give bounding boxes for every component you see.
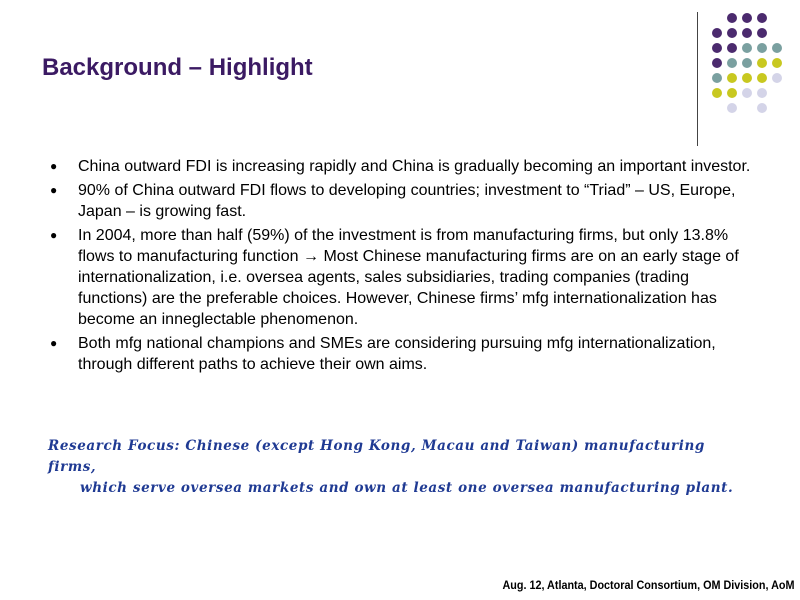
divider-line: [697, 12, 698, 146]
decorative-dot: [742, 28, 752, 38]
bullet-icon: ●: [50, 183, 58, 197]
bullet-list: [46, 156, 756, 378]
decorative-dot: [757, 13, 767, 23]
decorative-dot: [742, 73, 752, 83]
bullet-item: [46, 180, 756, 222]
decorative-dot: [757, 28, 767, 38]
decorative-dot: [712, 88, 722, 98]
decorative-dot: [742, 43, 752, 53]
bullet-text: 90% of China outward FDI flows to developing countries; investment to “Triad” – US, Europe, Japan – is growing fast.: [78, 182, 736, 220]
research-focus-line-2: which serve oversea markets and own at least one oversea manufacturing plant.: [80, 480, 734, 496]
decorative-dot: [757, 88, 767, 98]
decorative-dot: [727, 13, 737, 23]
decorative-dot: [727, 88, 737, 98]
decorative-dot: [757, 43, 767, 53]
decorative-dot: [727, 73, 737, 83]
decorative-dot: [742, 13, 752, 23]
decorative-dot: [712, 58, 722, 68]
bullet-text: Both mfg national champions and SMEs are considering pursuing mfg internationalization, through different paths to achieve their own aims.: [78, 335, 716, 373]
decorative-dot: [727, 43, 737, 53]
slide-title: Background – Highlight: [42, 54, 313, 81]
research-focus: [48, 436, 738, 499]
bullet-item: [46, 333, 756, 375]
decorative-dot: [772, 58, 782, 68]
decorative-dot: [757, 103, 767, 113]
decorative-dot: [727, 28, 737, 38]
bullet-icon: ●: [50, 159, 58, 173]
decorative-dot: [757, 58, 767, 68]
decorative-dot: [712, 28, 722, 38]
decorative-dot: [727, 103, 737, 113]
decorative-dot: [742, 58, 752, 68]
bullet-icon: ●: [50, 228, 58, 242]
bullet-item: [46, 225, 756, 330]
footer-text: Aug. 12, Atlanta, Doctoral Consortium, OM Division, AoM: [501, 578, 794, 592]
bullet-text: China outward FDI is increasing rapidly and China is gradually becoming an important investor.: [78, 158, 751, 175]
decorative-dot: [772, 43, 782, 53]
decorative-dot: [742, 88, 752, 98]
decorative-dot: [757, 73, 767, 83]
bullet-icon: ●: [50, 336, 58, 350]
decorative-dot: [727, 58, 737, 68]
decorative-dot: [712, 43, 722, 53]
decorative-dot: [772, 73, 782, 83]
bullet-text: In 2004, more than half (59%) of the investment is from manufacturing firms, but only 13.8% flows to manufacturing function → Most Chinese manufacturing firms are on an early stage of internationalization, i.e. oversea agents, sales subsidiaries, trading companies (trading functions) are the preferable choices. However, Chinese firms’ mfg internationalization has become an inneglectable phenomenon.: [78, 227, 739, 328]
research-focus-line-1: Research Focus: Chinese (except Hong Kong, Macau and Taiwan) manufacturing firms,: [48, 438, 705, 475]
bullet-item: [46, 156, 756, 177]
decorative-dot: [712, 73, 722, 83]
